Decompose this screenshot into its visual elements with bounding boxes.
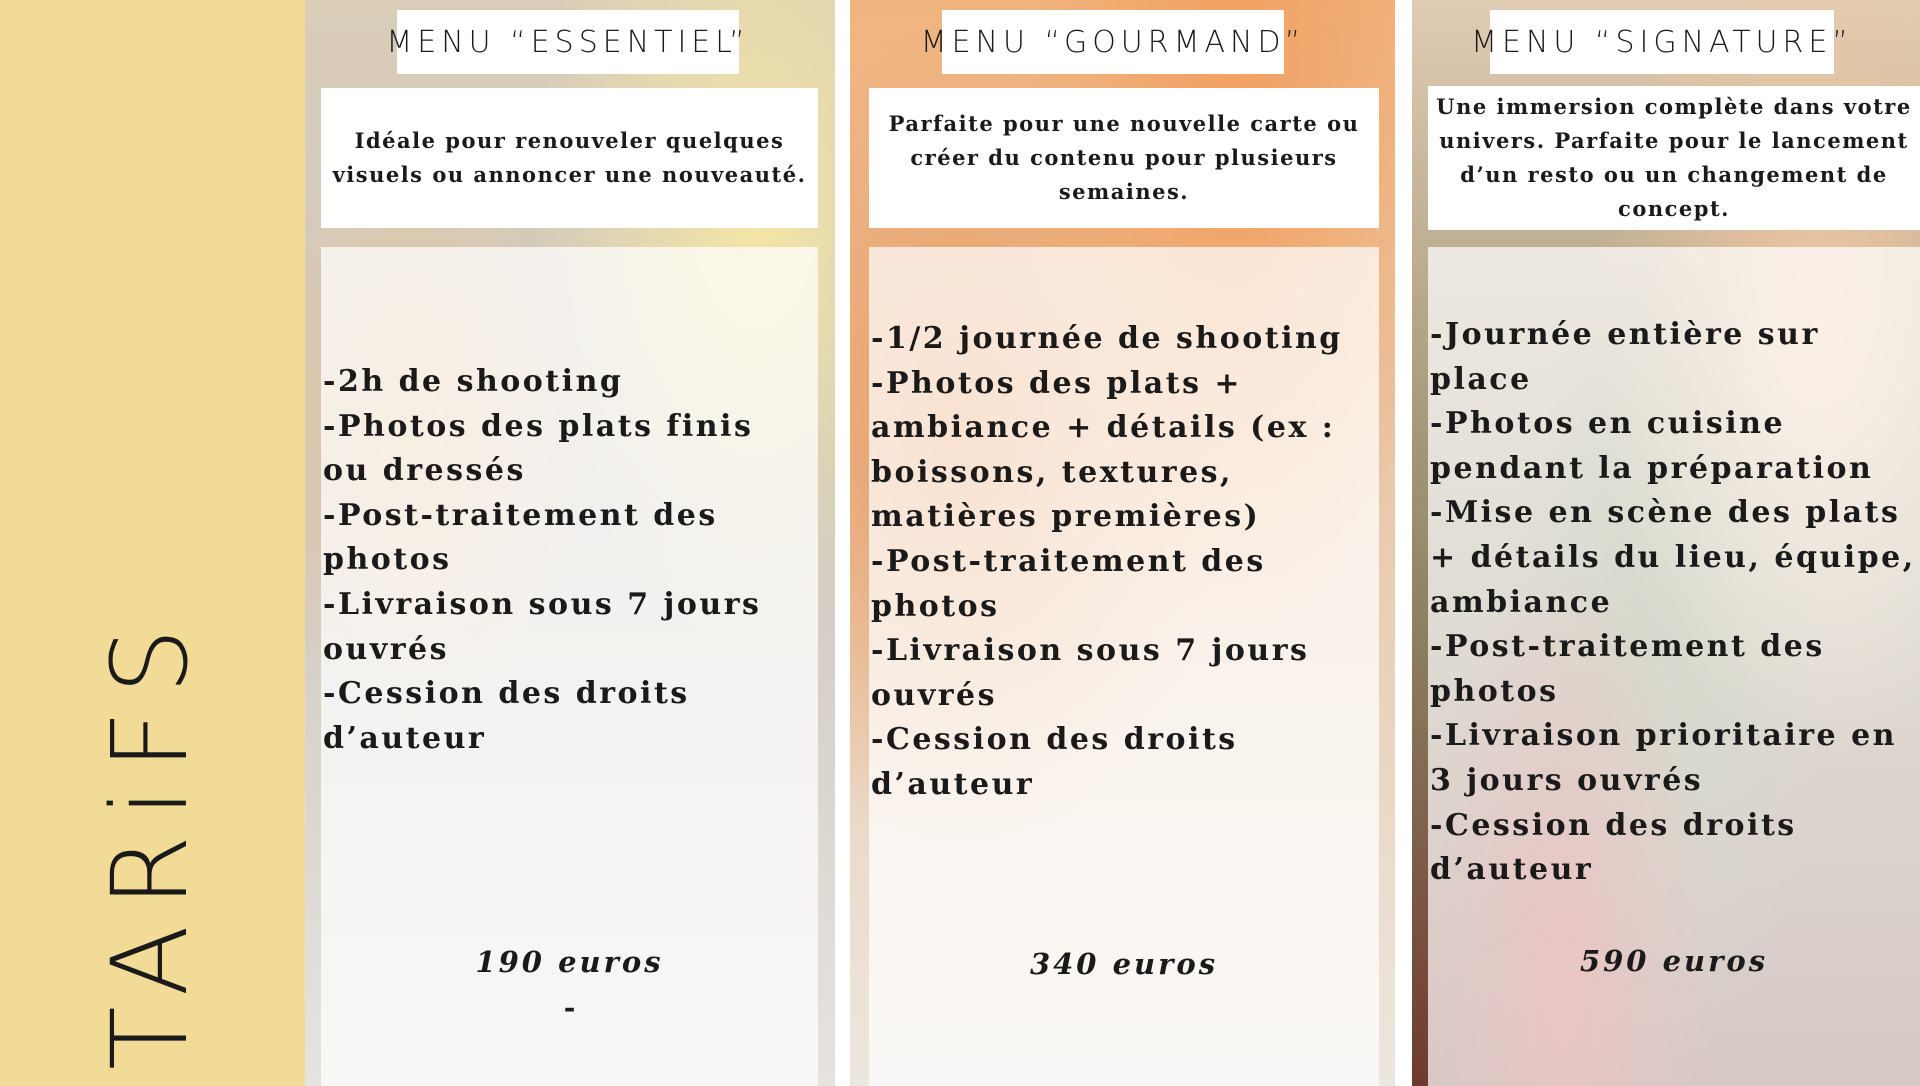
feature-item: -Post-traitement des photos — [323, 497, 718, 578]
menu-price: 340 euros — [1029, 947, 1219, 981]
feature-list — [1430, 313, 1920, 893]
feature-item: -Cession des droits d’auteur — [1430, 807, 1797, 888]
menu-price: 190 euros — [475, 945, 664, 979]
feature-item: -2h de shooting — [323, 364, 624, 399]
menu-price: 590 euros — [1579, 944, 1769, 978]
feature-item: -Cession des droits d’auteur — [871, 722, 1238, 802]
feature-list — [871, 317, 1376, 808]
feature-list — [323, 360, 813, 761]
sidebar — [0, 0, 305, 1086]
page-title: TARiFS — [89, 610, 211, 1070]
feature-item: -Mise en scène des plats + détails du lieu, équipe, ambiance — [1430, 495, 1916, 620]
feature-item: -Post-traitement des photos — [1430, 629, 1825, 709]
feature-item: -Journée entière sur place — [1430, 317, 1820, 397]
menu-description: Idéale pour renouveler quelques visuels ou annoncer une nouveauté. — [321, 88, 818, 228]
menu-details-panel — [869, 247, 1379, 1086]
menu-details-panel — [321, 247, 818, 1086]
feature-item: -Post-traitement des photos — [871, 543, 1266, 624]
menu-title: MENU “GOURMAND” — [942, 10, 1284, 74]
feature-item: -Photos en cuisine pendant la préparation — [1430, 406, 1874, 486]
menu-title: MENU “ESSENTIEL” — [397, 10, 739, 74]
menu-details-panel — [1428, 247, 1920, 1086]
price-dash: - — [563, 991, 576, 1024]
menu-card-essentiel — [305, 0, 835, 1086]
feature-item: -1/2 journée de shooting — [871, 321, 1343, 356]
menu-description: Parfaite pour une nouvelle carte ou créer du contenu pour plusieurs semaines. — [869, 88, 1379, 228]
feature-item: -Livraison sous 7 jours ouvrés — [871, 633, 1310, 713]
menu-card-signature — [1412, 0, 1920, 1086]
menu-title: MENU “SIGNATURE” — [1490, 10, 1834, 74]
feature-item: -Cession des droits d’auteur — [323, 676, 690, 756]
feature-item: -Livraison sous 7 jours ouvrés — [323, 586, 762, 667]
feature-item: -Photos des plats finis ou dressés — [323, 408, 754, 489]
feature-item: -Photos des plats + ambiance + détails (ex : boissons, textures, matières premières) — [871, 365, 1336, 535]
feature-item: -Livraison prioritaire en 3 jours ouvrés — [1430, 718, 1897, 798]
menu-card-gourmand — [850, 0, 1395, 1086]
menu-description: Une immersion complète dans votre univers. Parfaite pour le lancement d’un resto ou un changement de concept. — [1428, 86, 1920, 230]
